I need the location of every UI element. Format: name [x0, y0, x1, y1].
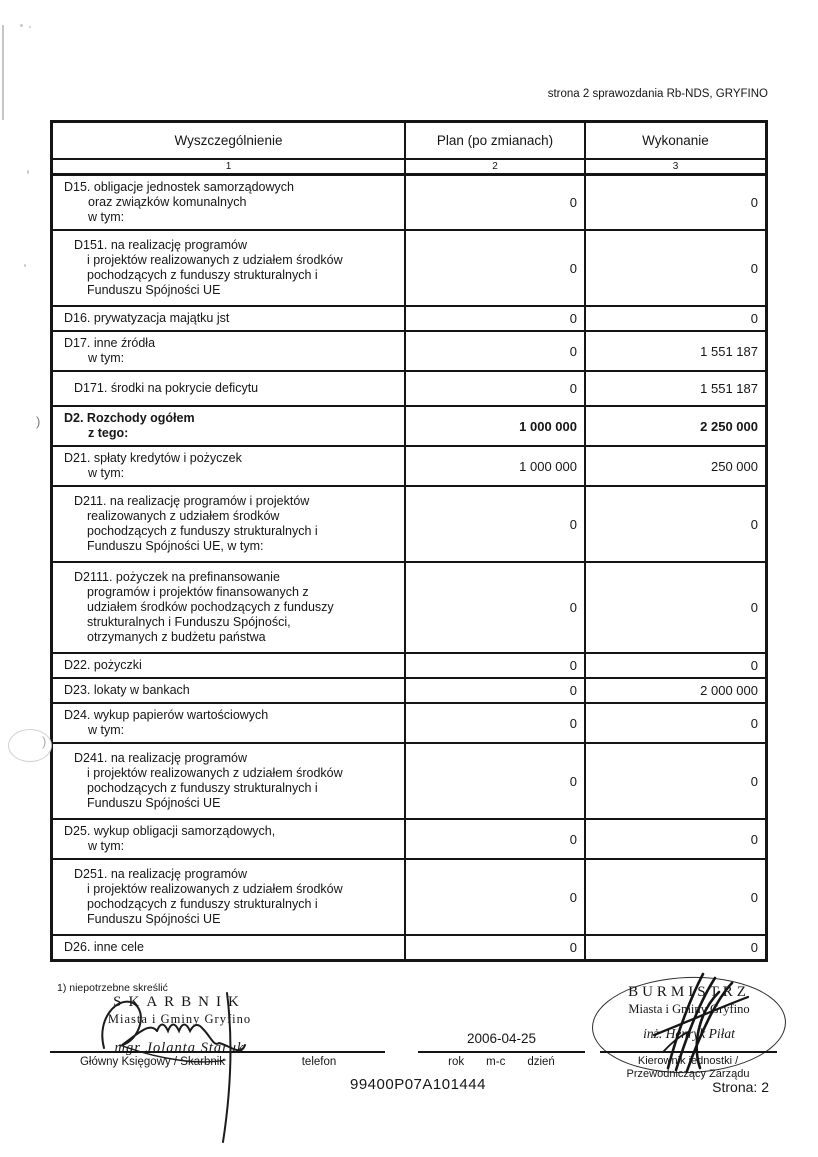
date-unit-year: rok: [448, 1056, 465, 1068]
table-column-number-row: [53, 160, 765, 176]
wykonanie-value: 0: [750, 773, 758, 789]
row-label-line: Funduszu Spójności UE, w tym:: [87, 539, 264, 553]
wykonanie-value: 0: [750, 831, 758, 847]
plan-value: 0: [406, 744, 586, 818]
signature-line-treasurer: [50, 1051, 255, 1053]
row-label-line: pochodzących z funduszy strukturalnych i: [87, 268, 318, 282]
head-role-label-line1: Kierownik jednostki /: [637, 1055, 739, 1067]
row-label-line: D241. na realizację programów: [74, 751, 248, 765]
table-row-D17: [53, 332, 765, 372]
plan-value: 0: [406, 936, 586, 959]
row-label-line: D24. wykup papierów wartościowych: [64, 708, 269, 722]
wykonanie-value: 0: [750, 600, 758, 615]
wykonanie-value: 0: [750, 260, 758, 276]
row-label: [53, 654, 406, 677]
wykonanie-value: 0: [750, 516, 758, 532]
plan-value: 0: [406, 307, 586, 330]
wykonanie-value: 0: [750, 658, 758, 673]
head-role-label: [588, 1055, 788, 1081]
row-label-line: D15. obligacje jednostek samorządowych: [64, 180, 294, 194]
date-units-label: [418, 1056, 585, 1068]
row-label: [53, 407, 406, 445]
row-label-line: Funduszu Spójności UE: [87, 912, 221, 926]
row-label-line: otrzymanych z budżetu państwa: [87, 630, 266, 644]
report-table: [50, 120, 768, 962]
mayor-stamp-subtitle: Miasta i Gminy Gryfino: [628, 1002, 750, 1016]
row-label-line: D151. na realizację programów: [74, 238, 248, 252]
table-row-D241: [53, 744, 765, 820]
row-label: [53, 176, 406, 229]
row-label-line: D25. wykup obligacji samorządowych,: [64, 824, 276, 838]
table-row-D251: [53, 860, 765, 936]
row-label: [53, 447, 406, 485]
table-row-D24: [53, 704, 765, 744]
row-label: [53, 704, 406, 742]
margin-mark-artifact: ): [36, 414, 41, 429]
mayor-stamp-signature: inż. Henryk Piłat: [643, 1026, 735, 1041]
plan-value: 0: [406, 679, 586, 702]
wykonanie-value: 0: [750, 889, 758, 905]
wykonanie-value: 0: [750, 195, 758, 210]
row-label: [53, 744, 406, 818]
row-label: [53, 563, 406, 652]
column-number-1: 1: [53, 160, 406, 173]
row-label: [53, 936, 406, 959]
table-row-D211: [53, 487, 765, 563]
head-role-label-line2: Przewodniczący Zarządu: [626, 1068, 750, 1080]
plan-value: 0: [406, 372, 586, 405]
signature-line-head: [600, 1051, 777, 1053]
row-label-line: strukturalnych i Funduszu Spójności,: [87, 615, 291, 629]
row-label-line: D2. Rozchody ogółem: [64, 411, 195, 425]
wykonanie-value: 0: [750, 311, 758, 326]
table-row-D16: [53, 307, 765, 332]
column-header-plan: Plan (po zmianach): [406, 123, 586, 158]
wykonanie-value: 0: [750, 715, 758, 731]
date-unit-day: dzień: [527, 1056, 555, 1068]
table-row-D151: [53, 231, 765, 307]
row-label-line: D16. prywatyzacja majątku jst: [64, 311, 230, 325]
wykonanie-value: 2 000 000: [700, 683, 758, 698]
column-number-3: 3: [672, 161, 679, 172]
date-unit-month: m-c: [486, 1056, 506, 1068]
page-header-note: strona 2 sprawozdania Rb-NDS, GRYFINO: [547, 88, 768, 100]
row-label-line: D22. pożyczki: [64, 658, 142, 672]
column-header-execution: Wykonanie: [642, 133, 709, 148]
table-body: [53, 176, 765, 959]
plan-value: 0: [406, 654, 586, 677]
row-label-line: pochodzących z funduszy strukturalnych i: [87, 897, 318, 911]
plan-value: 0: [406, 563, 586, 652]
row-label-line: pochodzących z funduszy strukturalnych i: [87, 781, 318, 795]
column-header-specification: Wyszczególnienie: [53, 123, 406, 158]
document-code: 99400P07A101444: [350, 1076, 486, 1093]
row-label-line: i projektów realizowanych z udziałem środków: [87, 882, 343, 896]
column-number-2: 2: [406, 160, 586, 173]
row-label: [53, 860, 406, 934]
row-label-line: D17. inne źródła: [64, 336, 156, 350]
row-label-line: w tym:: [88, 210, 125, 224]
row-label-line: Funduszu Spójności UE: [87, 796, 221, 810]
plan-value: 0: [406, 231, 586, 305]
treasurer-stamp-signature: mgr Jolanta Staruk: [114, 1040, 245, 1056]
row-label-line: D251. na realizację programów: [74, 867, 248, 881]
wykonanie-value: 250 000: [711, 458, 758, 474]
table-row-D171: [53, 372, 765, 407]
treasurer-stamp-title: SKARBNIK: [113, 994, 246, 1010]
row-label-line: w tym:: [88, 839, 125, 853]
wykonanie-value: 0: [750, 940, 758, 955]
row-label-line: D171. środki na pokrycie deficytu: [74, 381, 259, 395]
row-label-line: D26. inne cele: [64, 940, 144, 954]
table-row-D22: [53, 654, 765, 679]
report-date: 2006-04-25: [466, 1031, 537, 1046]
row-label-line: z tego:: [88, 426, 129, 440]
row-label-line: D21. spłaty kredytów i pożyczek: [64, 451, 242, 465]
row-label: [53, 679, 406, 702]
wykonanie-value: 1 551 187: [700, 343, 758, 359]
row-label-line: w tym:: [88, 723, 125, 737]
table-row-D2111: [53, 563, 765, 654]
phone-label: telefon: [301, 1056, 337, 1068]
signature-line-phone: [253, 1051, 385, 1053]
row-label-line: pochodzących z funduszy strukturalnych i: [87, 524, 318, 538]
scan-speck: [24, 264, 26, 267]
table-row-D23: [53, 679, 765, 704]
plan-value: 0: [406, 704, 586, 742]
row-label-line: w tym:: [88, 351, 125, 365]
row-label-line: udziałem środków pochodzących z funduszy: [87, 600, 334, 614]
plan-value: 0: [406, 820, 586, 858]
row-label-line: D211. na realizację programów i projektów: [74, 494, 310, 508]
row-label-line: i projektów realizowanych z udziałem środków: [87, 253, 343, 267]
treasurer-role-label: Główny Księgowy / Skarbnik: [79, 1056, 226, 1068]
plan-value: 0: [406, 176, 586, 229]
signature-line-date: [418, 1051, 585, 1053]
mayor-stamp-title: BURMISTRZ: [628, 984, 750, 1000]
row-label-line: D23. lokaty w bankach: [64, 683, 190, 697]
page-number: Strona: 2: [712, 1079, 769, 1095]
row-label-line: realizowanych z udziałem środków: [87, 509, 280, 523]
row-label: [53, 372, 406, 405]
scan-speck: [29, 26, 31, 28]
wykonanie-value: 2 250 000: [700, 418, 758, 434]
row-label-line: w tym:: [88, 466, 125, 480]
row-label-line: D2111. pożyczek na prefinansowanie: [74, 570, 280, 584]
row-label-line: i projektów realizowanych z udziałem środków: [87, 766, 343, 780]
row-label-line: programów i projektów finansowanych z: [87, 585, 309, 599]
wykonanie-value: 1 551 187: [700, 381, 758, 396]
plan-value: 0: [406, 332, 586, 370]
row-label-line: Funduszu Spójności UE: [87, 283, 221, 297]
margin-mark-artifact: ): [42, 734, 47, 749]
plan-value: 1 000 000: [406, 447, 586, 485]
row-label: [53, 307, 406, 330]
scan-streak-artifact: [2, 25, 4, 120]
scan-speck: [20, 24, 23, 27]
treasurer-stamp-subtitle: Miasta i Gminy Gryfino: [107, 1012, 252, 1026]
table-row-D2: [53, 407, 765, 447]
row-label: [53, 487, 406, 561]
table-row-D15: [53, 176, 765, 231]
row-label: [53, 231, 406, 305]
mayor-stamp: [600, 984, 778, 1042]
row-label: [53, 332, 406, 370]
footnote: 1) niepotrzebne skreślić: [57, 982, 168, 994]
plan-value: 0: [406, 860, 586, 934]
plan-value: 0: [406, 487, 586, 561]
plan-value: 1 000 000: [406, 407, 586, 445]
table-row-D26: [53, 936, 765, 959]
row-label-line: oraz związków komunalnych: [88, 195, 247, 209]
row-label: [53, 820, 406, 858]
table-row-D21: [53, 447, 765, 487]
table-row-D25: [53, 820, 765, 860]
treasurer-stamp: [72, 994, 287, 1057]
table-header-row: [53, 123, 765, 160]
scan-speck: [27, 170, 29, 174]
